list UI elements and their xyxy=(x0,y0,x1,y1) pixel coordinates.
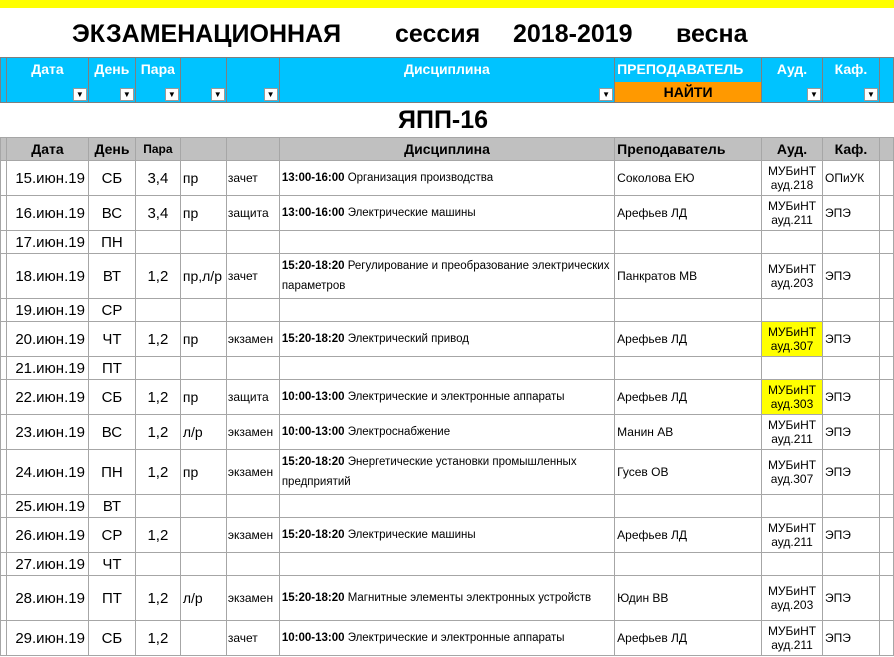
row-aud xyxy=(762,357,823,380)
row-aud-building: МУБиНТ xyxy=(767,164,817,178)
row-subject: Электрические машины xyxy=(347,529,476,541)
filter-dropdown-day[interactable]: ▼ xyxy=(120,88,134,101)
row-discipline xyxy=(279,450,614,495)
row-teacher: Арефьев ЛД xyxy=(615,518,762,553)
row-aud xyxy=(762,380,823,415)
row-kaf: ЭПЭ xyxy=(823,450,880,495)
row-event: экзамен xyxy=(226,415,279,450)
filter-dropdown-type[interactable]: ▼ xyxy=(211,88,225,101)
table-row xyxy=(1,576,894,621)
row-aud-room: ауд.218 xyxy=(770,178,814,192)
row-type xyxy=(180,357,226,380)
row-day: ПН xyxy=(88,231,135,254)
row-pair xyxy=(135,495,180,518)
row-kaf: ЭПЭ xyxy=(823,415,880,450)
row-subject: Электрические машины xyxy=(347,207,476,219)
row-date: 27.июн.19 xyxy=(6,553,88,576)
filter-cell-day: День ▼ xyxy=(88,58,135,103)
row-subject: Магнитные элементы электронных устройств xyxy=(347,592,592,604)
row-event: защита xyxy=(226,380,279,415)
filter-cell-pair: Пара ▼ xyxy=(135,58,180,103)
row-event xyxy=(226,357,279,380)
row-event: зачет xyxy=(226,254,279,299)
row-end xyxy=(879,576,893,621)
row-day: ЧТ xyxy=(88,553,135,576)
find-button[interactable]: НАЙТИ xyxy=(615,82,761,102)
row-day: ВТ xyxy=(88,254,135,299)
row-end xyxy=(879,254,893,299)
row-discipline xyxy=(279,518,614,553)
row-day: ВС xyxy=(88,415,135,450)
row-teacher xyxy=(615,553,762,576)
top-highlight-strip xyxy=(0,0,894,8)
row-end xyxy=(879,357,893,380)
row-end xyxy=(879,495,893,518)
table-row xyxy=(1,553,894,576)
row-aud-building: МУБиНТ xyxy=(767,262,817,276)
row-date: 18.июн.19 xyxy=(6,254,88,299)
row-teacher: Арефьев ЛД xyxy=(615,380,762,415)
filter-dropdown-pair[interactable]: ▼ xyxy=(165,88,179,101)
row-end xyxy=(879,196,893,231)
row-aud xyxy=(762,621,823,656)
row-type: пр xyxy=(180,161,226,196)
row-type: л/р xyxy=(180,415,226,450)
row-type: л/р xyxy=(180,576,226,621)
row-discipline xyxy=(279,254,614,299)
row-kaf: ЭПЭ xyxy=(823,196,880,231)
row-aud-building: МУБиНТ xyxy=(767,325,817,339)
page-title xyxy=(0,10,894,56)
table-row xyxy=(1,621,894,656)
row-type xyxy=(180,299,226,322)
row-teacher: Соколова ЕЮ xyxy=(615,161,762,196)
row-event: зачет xyxy=(226,161,279,196)
row-day: ЧТ xyxy=(88,322,135,357)
row-aud-building: МУБиНТ xyxy=(767,458,817,472)
row-aud xyxy=(762,299,823,322)
row-event: экзамен xyxy=(226,450,279,495)
row-type: пр,л/р xyxy=(180,254,226,299)
filter-dropdown-discipline[interactable]: ▼ xyxy=(599,88,613,101)
row-aud xyxy=(762,450,823,495)
row-day: ПТ xyxy=(88,576,135,621)
row-kaf xyxy=(823,495,880,518)
row-kaf xyxy=(823,357,880,380)
row-kaf: ЭПЭ xyxy=(823,621,880,656)
row-date: 22.июн.19 xyxy=(6,380,88,415)
row-pair xyxy=(135,553,180,576)
row-event: защита xyxy=(226,196,279,231)
title-part-2: сессия xyxy=(395,20,481,48)
row-day: СБ xyxy=(88,380,135,415)
row-aud-building: МУБиНТ xyxy=(767,584,817,598)
row-time: 15:20-18:20 xyxy=(281,529,345,541)
row-aud xyxy=(762,576,823,621)
row-end xyxy=(879,161,893,196)
group-title-row xyxy=(0,104,894,136)
row-teacher xyxy=(615,357,762,380)
row-aud-room: ауд.203 xyxy=(770,276,814,290)
row-discipline xyxy=(279,621,614,656)
col-header-event xyxy=(226,138,279,161)
row-kaf: ЭПЭ xyxy=(823,322,880,357)
filter-cell-event xyxy=(226,58,279,103)
row-pair: 1,2 xyxy=(135,576,180,621)
row-teacher xyxy=(615,495,762,518)
row-date: 17.июн.19 xyxy=(6,231,88,254)
row-event xyxy=(226,553,279,576)
row-date: 16.июн.19 xyxy=(6,196,88,231)
row-teacher: Панкратов МВ xyxy=(615,254,762,299)
row-date: 29.июн.19 xyxy=(6,621,88,656)
row-type xyxy=(180,231,226,254)
row-time: 15:20-18:20 xyxy=(281,592,345,604)
row-pair: 1,2 xyxy=(135,518,180,553)
row-aud-building: МУБиНТ xyxy=(767,199,817,213)
table-row xyxy=(1,518,894,553)
row-day: СР xyxy=(88,518,135,553)
row-teacher: Гусев ОВ xyxy=(615,450,762,495)
row-date: 23.июн.19 xyxy=(6,415,88,450)
row-pair xyxy=(135,231,180,254)
row-aud xyxy=(762,322,823,357)
row-aud xyxy=(762,495,823,518)
row-time: 15:20-18:20 xyxy=(281,260,345,272)
row-time: 10:00-13:00 xyxy=(281,426,345,438)
row-date: 25.июн.19 xyxy=(6,495,88,518)
row-subject: Регулирование и преобразование электрических параметров xyxy=(281,260,610,292)
row-day: ПН xyxy=(88,450,135,495)
filter-cell-discipline: Дисциплина ▼ xyxy=(279,58,615,103)
row-subject: Энергетические установки промышленных предприятий xyxy=(281,456,577,488)
table-row xyxy=(1,231,894,254)
row-aud-building: МУБиНТ xyxy=(767,418,817,432)
row-aud-room: ауд.307 xyxy=(770,472,814,486)
row-event xyxy=(226,495,279,518)
row-aud xyxy=(762,161,823,196)
table-row xyxy=(1,196,894,231)
row-kaf: ЭПЭ xyxy=(823,518,880,553)
row-discipline xyxy=(279,231,614,254)
row-day: ВТ xyxy=(88,495,135,518)
row-time: 15:20-18:20 xyxy=(281,333,345,345)
col-header-type xyxy=(180,138,226,161)
row-pair: 1,2 xyxy=(135,254,180,299)
row-day: ПТ xyxy=(88,357,135,380)
row-teacher xyxy=(615,299,762,322)
table-row xyxy=(1,450,894,495)
row-aud xyxy=(762,254,823,299)
row-teacher: Юдин ВВ xyxy=(615,576,762,621)
row-end xyxy=(879,299,893,322)
table-row xyxy=(1,299,894,322)
row-event: экзамен xyxy=(226,576,279,621)
row-event xyxy=(226,299,279,322)
row-teacher: Манин АВ xyxy=(615,415,762,450)
filter-cell-end xyxy=(879,58,893,103)
row-end xyxy=(879,415,893,450)
row-end xyxy=(879,553,893,576)
row-type: пр xyxy=(180,322,226,357)
row-discipline xyxy=(279,196,614,231)
row-date: 26.июн.19 xyxy=(6,518,88,553)
row-event: экзамен xyxy=(226,322,279,357)
row-subject: Организация производства xyxy=(347,172,494,184)
row-time: 10:00-13:00 xyxy=(281,632,345,644)
row-pair: 3,4 xyxy=(135,196,180,231)
row-discipline xyxy=(279,299,614,322)
row-type xyxy=(180,621,226,656)
row-pair: 1,2 xyxy=(135,380,180,415)
col-header-aud: Ауд. xyxy=(762,138,823,161)
table-row xyxy=(1,322,894,357)
row-end xyxy=(879,621,893,656)
row-subject: Электроснабжение xyxy=(347,426,451,438)
row-time: 15:20-18:20 xyxy=(281,456,345,468)
row-day: СР xyxy=(88,299,135,322)
row-end xyxy=(879,322,893,357)
row-time: 10:00-13:00 xyxy=(281,391,345,403)
row-date: 21.июн.19 xyxy=(6,357,88,380)
row-teacher xyxy=(615,231,762,254)
group-title: ЯПП-16 xyxy=(398,106,489,134)
row-time: 13:00-16:00 xyxy=(281,172,345,184)
table-row xyxy=(1,357,894,380)
table-row xyxy=(1,495,894,518)
row-event: зачет xyxy=(226,621,279,656)
row-type xyxy=(180,518,226,553)
col-header-kaf: Каф. xyxy=(823,138,880,161)
row-day: ВС xyxy=(88,196,135,231)
row-end xyxy=(879,231,893,254)
table-row xyxy=(1,380,894,415)
row-aud xyxy=(762,518,823,553)
row-type: пр xyxy=(180,380,226,415)
row-day: СБ xyxy=(88,161,135,196)
col-header-discipline: Дисциплина xyxy=(279,138,614,161)
row-time: 13:00-16:00 xyxy=(281,207,345,219)
row-end xyxy=(879,450,893,495)
row-kaf: ЭПЭ xyxy=(823,576,880,621)
row-subject: Электрические и электронные аппараты xyxy=(347,391,565,403)
row-aud-room: ауд.211 xyxy=(771,535,813,549)
row-date: 28.июн.19 xyxy=(6,576,88,621)
row-pair: 1,2 xyxy=(135,322,180,357)
row-date: 20.июн.19 xyxy=(6,322,88,357)
row-aud xyxy=(762,553,823,576)
row-aud-room: ауд.211 xyxy=(771,638,813,652)
row-subject: Электрический привод xyxy=(347,333,470,345)
row-end xyxy=(879,380,893,415)
row-aud xyxy=(762,415,823,450)
row-kaf xyxy=(823,553,880,576)
table-row xyxy=(1,161,894,196)
row-aud-room: ауд.303 xyxy=(770,397,814,411)
col-header-date: Дата xyxy=(6,138,88,161)
row-discipline xyxy=(279,415,614,450)
row-end xyxy=(879,518,893,553)
title-part-3: 2018-2019 xyxy=(513,20,633,48)
row-aud xyxy=(762,196,823,231)
row-event xyxy=(226,231,279,254)
row-pair: 1,2 xyxy=(135,415,180,450)
row-aud-room: ауд.307 xyxy=(770,339,814,353)
row-type: пр xyxy=(180,450,226,495)
row-aud-room: ауд.211 xyxy=(771,213,813,227)
row-discipline xyxy=(279,553,614,576)
filter-cell-kaf: Каф. ▼ xyxy=(823,58,880,103)
schedule-table xyxy=(0,137,894,656)
row-pair: 1,2 xyxy=(135,621,180,656)
col-header-teacher: Преподаватель xyxy=(615,138,762,161)
filter-dropdown-event[interactable]: ▼ xyxy=(264,88,278,101)
row-discipline xyxy=(279,322,614,357)
row-aud-building: МУБиНТ xyxy=(767,383,817,397)
row-kaf: ЭПЭ xyxy=(823,254,880,299)
col-header-day: День xyxy=(88,138,135,161)
row-pair xyxy=(135,357,180,380)
filter-dropdown-date[interactable]: ▼ xyxy=(73,88,87,101)
row-kaf xyxy=(823,299,880,322)
row-type: пр xyxy=(180,196,226,231)
title-part-1: ЭКЗАМЕНАЦИОННАЯ xyxy=(72,20,342,48)
row-aud-building: МУБиНТ xyxy=(767,624,817,638)
row-discipline xyxy=(279,161,614,196)
row-subject: Электрические и электронные аппараты xyxy=(347,632,565,644)
filter-header-row xyxy=(0,57,894,103)
title-part-4: весна xyxy=(676,20,748,48)
row-kaf: ОПиУК xyxy=(823,161,880,196)
row-type xyxy=(180,553,226,576)
row-discipline xyxy=(279,495,614,518)
row-pair: 3,4 xyxy=(135,161,180,196)
filter-cell-date: Дата ▼ xyxy=(6,58,88,103)
filter-cell-aud: Ауд. ▼ xyxy=(762,58,823,103)
col-end xyxy=(879,138,893,161)
row-event: экзамен xyxy=(226,518,279,553)
row-discipline xyxy=(279,576,614,621)
row-discipline xyxy=(279,357,614,380)
filter-dropdown-aud[interactable]: ▼ xyxy=(807,88,821,101)
row-type xyxy=(180,495,226,518)
row-teacher: Арефьев ЛД xyxy=(615,196,762,231)
row-aud-building: МУБиНТ xyxy=(767,521,817,535)
row-teacher: Арефьев ЛД xyxy=(615,322,762,357)
table-row xyxy=(1,415,894,450)
column-header-row xyxy=(1,138,894,161)
row-aud xyxy=(762,231,823,254)
filter-cell-type xyxy=(180,58,226,103)
row-pair xyxy=(135,299,180,322)
table-row xyxy=(1,254,894,299)
row-teacher: Арефьев ЛД xyxy=(615,621,762,656)
filter-cell-teacher: ПРЕПОДАВАТЕЛЬ НАЙТИ xyxy=(615,58,762,103)
row-discipline xyxy=(279,380,614,415)
col-header-pair: Пара xyxy=(135,138,180,161)
row-aud-room: ауд.203 xyxy=(770,598,814,612)
row-pair: 1,2 xyxy=(135,450,180,495)
row-day: СБ xyxy=(88,621,135,656)
filter-dropdown-kaf[interactable]: ▼ xyxy=(864,88,878,101)
row-aud-room: ауд.211 xyxy=(771,432,813,446)
row-date: 24.июн.19 xyxy=(6,450,88,495)
row-kaf: ЭПЭ xyxy=(823,380,880,415)
row-kaf xyxy=(823,231,880,254)
row-date: 19.июн.19 xyxy=(6,299,88,322)
row-date: 15.июн.19 xyxy=(6,161,88,196)
